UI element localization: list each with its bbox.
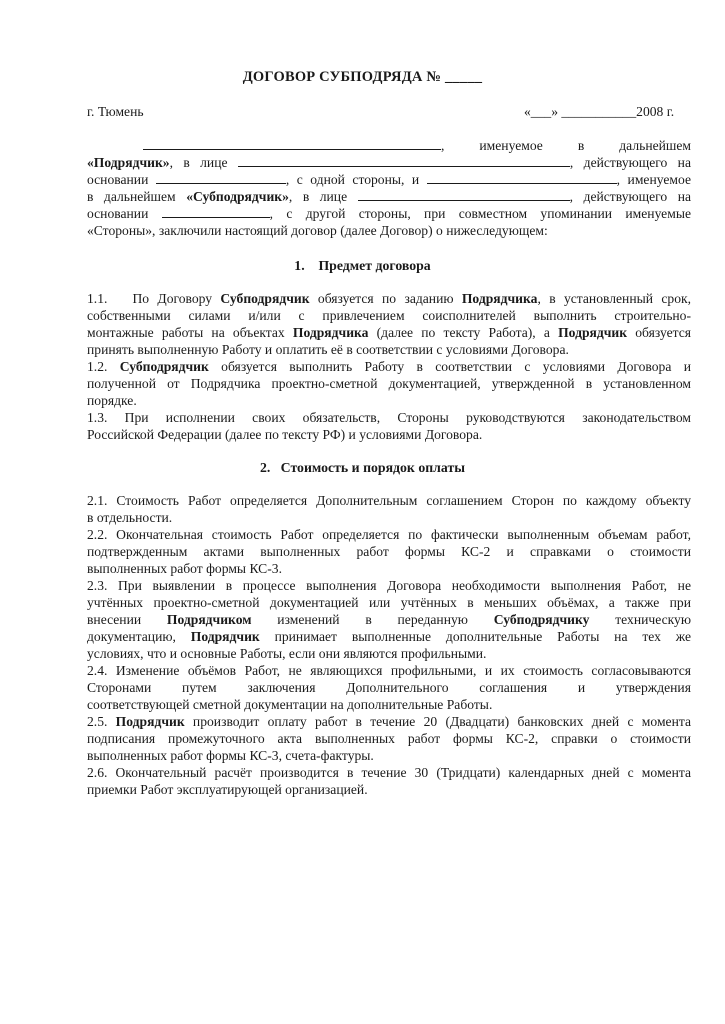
clause-2-3-line-1: 2.3. При выявлении в процессе выполнения Договора необходимости выполнения Работ, не [87,578,691,593]
clause-2-3-line-3: внесении Подрядчиком изменений в переданную Субподрядчику техническую [87,612,691,627]
preamble-line-3: основании , с одной стороны, и , именуемое [87,172,691,187]
clause-2-1-line-1: 2.1. Стоимость Работ определяется Дополнительным соглашением Сторон по каждому объекту [87,493,691,508]
clause-2-2-line-3: выполненных работ формы КС-3. [87,561,282,576]
clause-2-6-line-1: 2.6. Окончательный расчёт производится в течение 30 (Тридцати) календарных дней с момента [87,765,691,780]
clause-2-6-line-2: приемки Работ эксплуатирующей организацией. [87,782,368,797]
blank-field [358,188,570,201]
clause-2-2-line-1: 2.2. Окончательная стоимость Работ определяется по фактически выполненным объемам работ, [87,527,691,542]
clause-2-3-line-4: документацию, Подрядчик принимает выполненные дополнительные Работы на тех же [87,629,692,644]
clause-2-5-line-3: выполненных работ формы КС-3, счета-фактуры. [87,748,374,763]
preamble-line-1: , именуемое в дальнейшем [87,137,691,154]
document-title: ДОГОВОР СУБПОДРЯДА № _____ [242,69,483,85]
blank-field [238,154,570,167]
contract-date: «___» ___________2008 г. [524,104,675,119]
clause-2-4-line-3: соответствующей сметной документации на дополнительные Работы. [87,697,493,712]
preamble-line-4: в дальнейшем «Субподрядчик», в лице , действующего на [87,189,691,204]
city: г. Тюмень [87,104,144,119]
clause-1-1-line-2: собственными силами и/или с привлечением соисполнителей выполнить строительно- [87,308,691,323]
preamble-line-2: «Подрядчик», в лице , действующего на [87,155,691,170]
clause-1-1-line-1: 1.1. По Договору Субподрядчик обязуется по заданию Подрядчика, в установленный срок, [87,291,691,306]
clause-2-5-line-2: подписания промежуточного акта выполненных работ формы КС-2, справки о стоимости [87,731,691,746]
clause-1-2-line-1: 1.2. Субподрядчик обязуется выполнить Работу в соответствии с условиями Договора и [87,359,691,374]
blank-field [162,205,270,218]
section-2-heading: 2. Стоимость и порядок оплаты [259,460,466,475]
section-1-heading: 1. Предмет договора [294,258,431,273]
preamble-line-6: «Стороны», заключили настоящий договор (далее Договор) о нижеследующем: [87,223,548,238]
clause-1-1-line-3: монтажные работы на объектах Подрядчика (далее по тексту Работа), а Подрядчик обязуется [87,325,692,340]
clause-2-3-line-5: условиях, что и основные Работы, если они являются профильными. [87,646,487,661]
clause-2-1-line-2: в отдельности. [87,510,173,525]
preamble-line-5: основании , с другой стороны, при совместном упоминании именуемые [87,206,691,221]
clause-1-3-line-1: 1.3. При исполнении своих обязательств, Стороны руководствуются законодательством [87,410,691,425]
clause-2-4-line-1: 2.4. Изменение объёмов Работ, не являющихся профильными, и их стоимость согласовываются [87,663,691,678]
blank-field [156,171,286,184]
clause-2-4-line-2: Сторонами путем заключения Дополнительного соглашения и утверждения [87,680,691,695]
clause-1-2-line-3: порядке. [87,393,137,408]
blank-field [143,137,441,150]
clause-1-2-line-2: полученной от Подрядчика проектно-сметной документацией, утвержденной в установленном [87,376,691,391]
clause-2-5-line-1: 2.5. Подрядчик производит оплату работ в течение 20 (Двадцати) банковских дней с момента [87,714,691,729]
clause-2-3-line-2: учтённых проектно-сметной документацией или учтённых в меньших объёмах, а также при [87,595,691,610]
clause-1-3-line-2: Российской Федерации (далее по тексту РФ) и условиями Договора. [87,427,483,442]
clause-2-2-line-2: подтвержденным актами выполненных работ формы КС-2 и справками о стоимости [87,544,691,559]
blank-field [427,171,617,184]
clause-1-1-line-4: принять выполненную Работу и оплатить её в соответствии с условиями Договора. [87,342,569,357]
